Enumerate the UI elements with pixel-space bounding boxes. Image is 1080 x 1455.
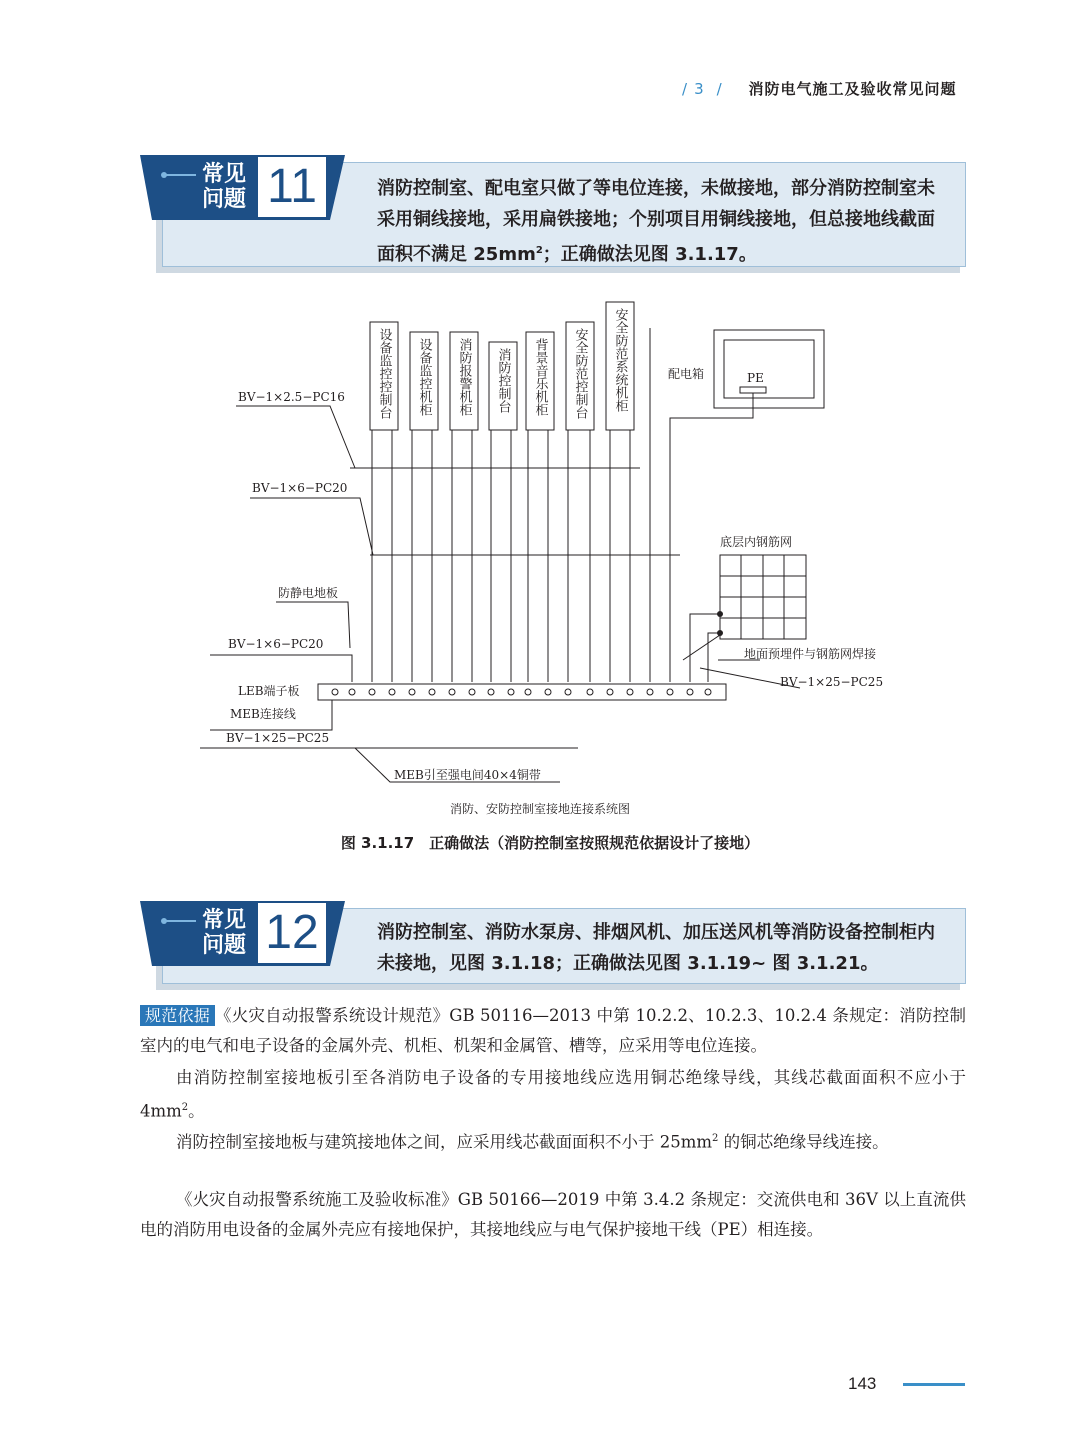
wire-label: BV−1×2.5−PC16 <box>238 390 345 404</box>
meb-label: MEB连接线 <box>230 707 296 721</box>
figure-caption: 图 3.1.17 正确做法（消防控制室按照规范依据设计了接地） <box>340 834 760 852</box>
wire-label: BV−1×6−PC20 <box>228 637 324 651</box>
badge-label-top: 常见 <box>201 162 246 187</box>
page-number: 143 <box>848 1374 877 1393</box>
wire-label: BV−1×25−PC25 <box>780 675 884 689</box>
paragraph: 《火灾自动报警系统施工及验收标准》GB 50166—2019 中第 3.4.2 条规定：交流供电和 36V 以上直流供电的消防用电设备的金属外壳应有接地保护，其接地线应与电气保护接地干线（PE）相连接。 <box>140 1190 966 1239</box>
question-11-text: 消防控制室、配电室只做了等电位连接，未做接地，部分消防控制室未采用铜线接地，采用扁铁接地；个别项目用铜线接地，但总接地线截面面积不满足 $25mm^2$；正确做法见图 3.1.17。 <box>377 178 935 265</box>
header-slash: / <box>682 80 689 98</box>
running-header <box>676 78 956 99</box>
cabinet-label: 安全防范控制台 <box>572 328 588 419</box>
basis-tag: 规范依据 <box>140 1005 215 1026</box>
question-12-text: 消防控制室、消防水泵房、排烟风机、加压送风机等消防设备控制柜内未接地，见图 3.1.18；正确做法见图 3.1.19~ 图 3.1.21。 <box>377 922 935 974</box>
cabinet-label: 设备监控机柜 <box>416 338 432 416</box>
question-12-badge <box>140 901 345 966</box>
paragraph <box>140 1001 966 1061</box>
figure-subcaption: 消防、安防控制室接地连接系统图 <box>449 802 630 816</box>
badge-label-bottom: 问题 <box>201 187 246 212</box>
wire-label: BV−1×6−PC20 <box>252 481 348 495</box>
badge-number: 12 <box>258 903 326 963</box>
page-number-bar <box>903 1383 965 1386</box>
grounding-diagram <box>200 290 920 790</box>
chapter-number: 3 <box>694 80 705 98</box>
header-slash: / <box>716 80 723 98</box>
cabinet-label: 安全防范系统机柜 <box>612 308 628 412</box>
question-11-badge <box>140 155 345 220</box>
floor-label: 防静电地板 <box>278 586 339 600</box>
cabinet-label: 消防报警机柜 <box>456 338 472 416</box>
paragraph: 由消防控制室接地板引至各消防电子设备的专用接地线应选用铜芯绝缘导线，其线芯截面面积不应小于 $4mm^2$。 <box>140 1068 966 1121</box>
cabinet-label: 设备监控控制台 <box>376 328 392 419</box>
badge-label-bottom: 问题 <box>201 933 246 958</box>
leb-label: LEB端子板 <box>238 684 300 698</box>
section-title: 消防电气施工及验收常见问题 <box>748 80 957 98</box>
wire-label: BV−1×25−PC25 <box>226 731 330 745</box>
rebar-label: 底层内钢筋网 <box>720 535 793 549</box>
paragraph: 消防控制室接地板与建筑接地体之间，应采用线芯截面面积不小于 $25mm^2$ 的铜芯绝缘导线连接。 <box>176 1132 889 1152</box>
badge-label-top: 常见 <box>201 908 246 933</box>
badge-number: 11 <box>258 157 326 217</box>
paragraph-text: 《火灾自动报警系统设计规范》GB 50116—2013 中第 10.2.2、10.2.3、10.2.4 条规定：消防控制室内的电气和电子设备的金属外壳、机柜、机架和金属管、槽等，应采用等电位连接。 <box>140 1006 966 1055</box>
cabinet-label: 消防控制台 <box>495 348 511 413</box>
cabinet-label: 背景音乐机柜 <box>532 338 548 416</box>
meb-strip-label: MEB引至强电间40×4铜带 <box>394 768 541 782</box>
weld-label: 地面预埋件与钢筋网焊接 <box>744 647 877 661</box>
pe-label: PE <box>747 371 764 385</box>
distribution-box-label: 配电箱 <box>668 367 705 381</box>
